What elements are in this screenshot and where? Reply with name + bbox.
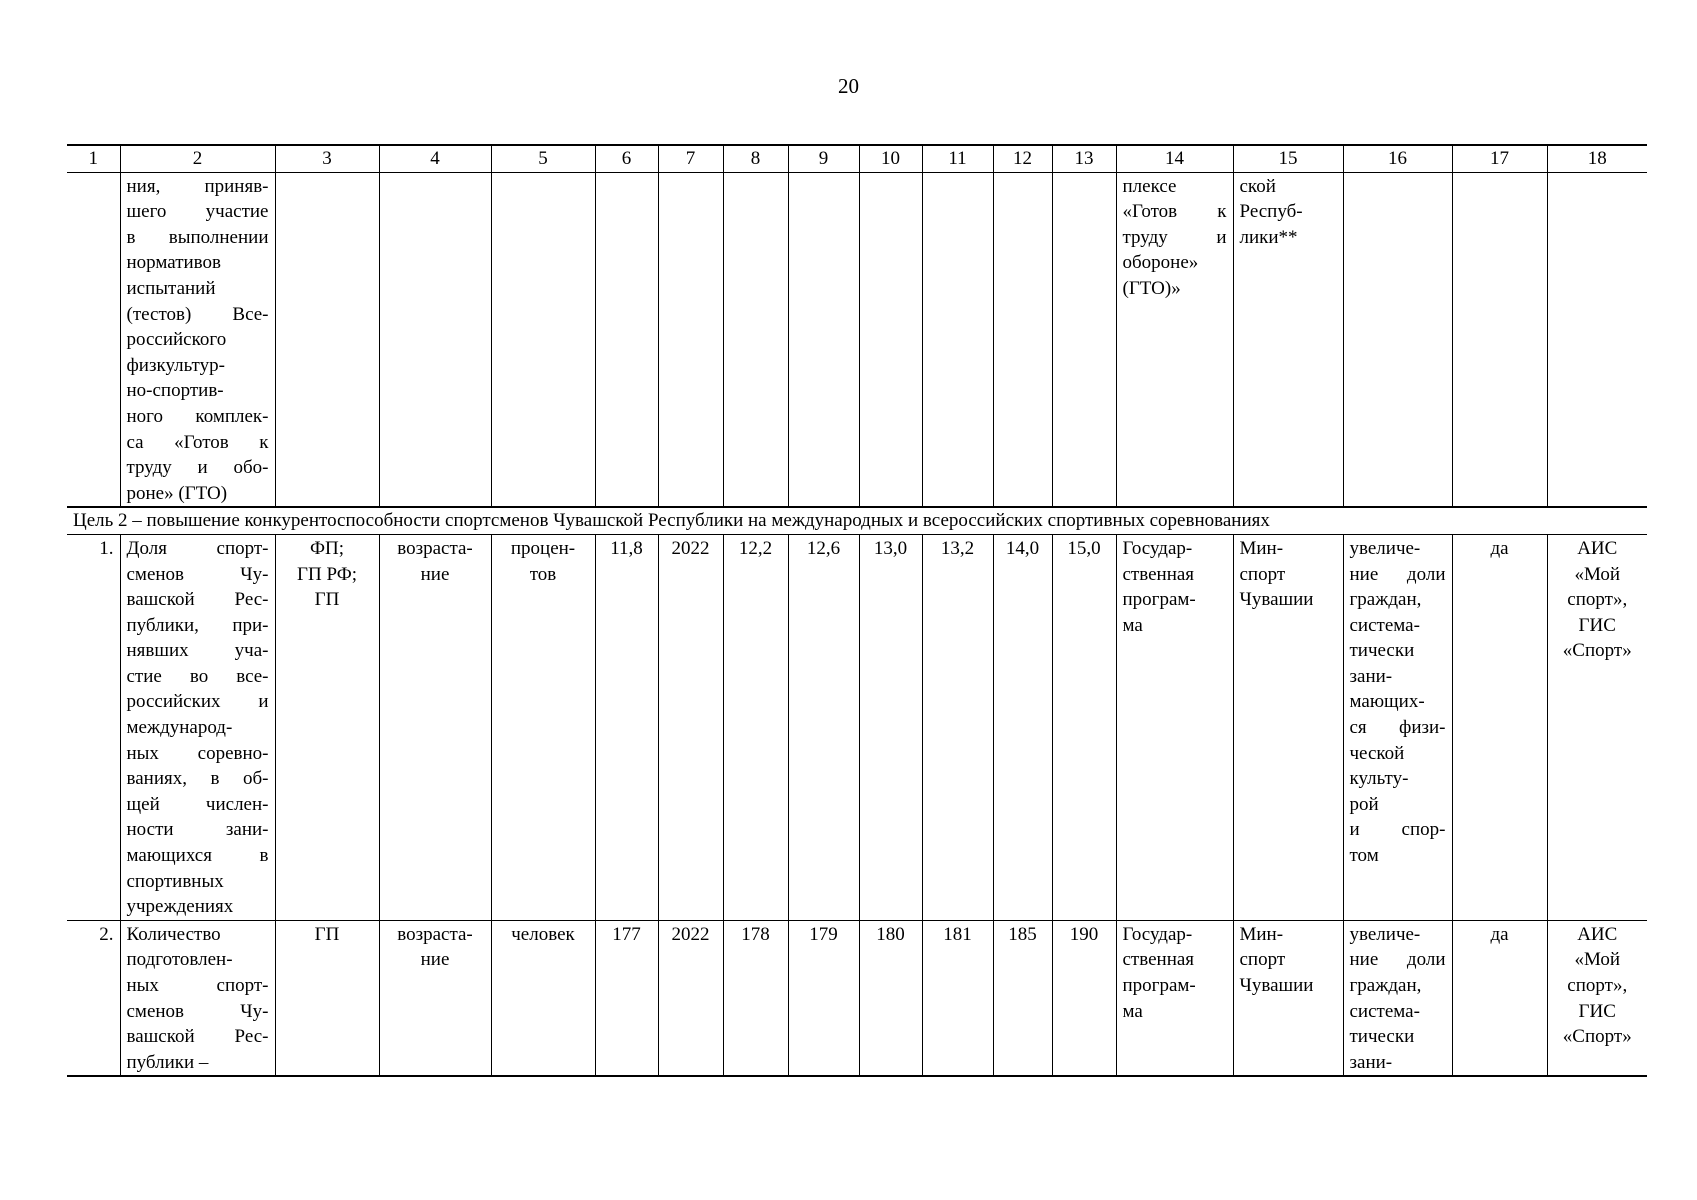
column-number: 4	[379, 145, 491, 172]
column-number: 14	[1116, 145, 1233, 172]
column-number: 10	[859, 145, 922, 172]
cell-line: ния, приняв-	[126, 175, 269, 197]
value-cell: 178	[723, 920, 788, 1076]
level-cell	[275, 920, 379, 1076]
column-number: 6	[595, 145, 658, 172]
cell-line: труду и	[1122, 226, 1227, 248]
cell-line: ФП;	[309, 537, 344, 559]
cell-line: система-	[1349, 614, 1420, 636]
cell-line: са «Готов к	[126, 431, 269, 453]
base-year-cell: 2022	[658, 920, 723, 1076]
empty-cell	[379, 172, 491, 507]
empty-cell	[922, 172, 993, 507]
value-cell: 14,0	[993, 534, 1052, 920]
value-cell: 179	[788, 920, 859, 1076]
level-cell	[275, 534, 379, 920]
cell-line: испытаний	[126, 277, 216, 299]
cell-line: ГИС	[1578, 614, 1616, 636]
column-number: 16	[1343, 145, 1452, 172]
value-cell: 185	[993, 920, 1052, 1076]
cell-line: ственная	[1122, 563, 1195, 585]
indicator-name-cell	[120, 172, 275, 507]
cell-line: шего участие	[126, 201, 269, 223]
cell-line: в выполнении	[126, 226, 269, 248]
cell-line: зани-	[1349, 665, 1393, 687]
source-document-cell	[1116, 534, 1233, 920]
empty-cell	[67, 172, 120, 507]
information-system-cell	[1547, 534, 1647, 920]
cell-line: «Спорт»	[1562, 1026, 1632, 1048]
column-number: 7	[658, 145, 723, 172]
cell-line: програм-	[1122, 589, 1196, 611]
column-number: 18	[1547, 145, 1647, 172]
cell-line: человек	[511, 923, 575, 945]
cell-line: тически	[1349, 1026, 1415, 1048]
cell-line: «Готов к	[1122, 201, 1227, 223]
cell-line: международ-	[126, 717, 233, 739]
cell-line: возраста-	[397, 923, 473, 945]
column-number: 13	[1052, 145, 1116, 172]
base-value-cell: 11,8	[595, 534, 658, 920]
cell-line: стие во все-	[126, 665, 269, 687]
empty-cell	[1343, 172, 1452, 507]
cell-line: «Мой	[1574, 563, 1621, 585]
cell-line: спорт»,	[1567, 975, 1628, 996]
indicators-table	[67, 144, 1647, 1077]
base-year-cell: 2022	[658, 534, 723, 920]
empty-cell	[1452, 172, 1547, 507]
cell-line: спорт	[1239, 949, 1286, 971]
column-number: 1	[67, 145, 120, 172]
cell-line: сменов Чу-	[126, 563, 269, 585]
cell-line: том	[1349, 845, 1379, 867]
cell-line: ма	[1122, 614, 1143, 636]
cell-line: плексе	[1122, 175, 1177, 197]
cell-line: и спор-	[1349, 819, 1446, 841]
cell-line: Количество	[126, 923, 221, 945]
cell-line: ГП	[314, 589, 340, 611]
cell-line: обороне»	[1122, 252, 1199, 274]
cell-line: роне» (ГТО)	[126, 482, 228, 504]
value-cell: 12,6	[788, 534, 859, 920]
cell-line: ГИС	[1578, 1000, 1616, 1022]
goal-text: Цель 2 – повышение конкурентоспособности спортсменов Чувашской Республики на международных и всероссийских спортивных соревнованиях	[73, 510, 1270, 532]
cell-line: ние доли	[1349, 563, 1446, 585]
column-number: 2	[120, 145, 275, 172]
empty-cell	[993, 172, 1052, 507]
empty-cell	[1547, 172, 1647, 507]
trend-cell	[379, 534, 491, 920]
responsible-cell	[1233, 172, 1343, 507]
cell-line: нормативов	[126, 252, 221, 274]
cell-line: Чувашии	[1239, 975, 1314, 996]
row-number: 2.	[67, 920, 120, 1076]
cell-line: (ГТО)»	[1122, 277, 1181, 299]
empty-cell	[491, 172, 595, 507]
column-number: 11	[922, 145, 993, 172]
cell-line: ся физи-	[1349, 717, 1446, 739]
empty-cell	[658, 172, 723, 507]
cell-line: процен-	[510, 537, 576, 559]
cell-line: сменов Чу-	[126, 1000, 269, 1022]
cell-line: Государ-	[1122, 923, 1193, 945]
unit-cell	[491, 534, 595, 920]
cell-line: нявших уча-	[126, 640, 269, 662]
empty-cell	[723, 172, 788, 507]
cell-line: Чувашии	[1239, 589, 1314, 611]
unit-cell	[491, 920, 595, 1076]
linked-indicator-cell	[1343, 920, 1452, 1076]
page-number: 20	[838, 74, 859, 98]
cell-line: труду и обо-	[126, 457, 269, 479]
cell-line: публики, при-	[126, 614, 269, 636]
cell-line: увеличе-	[1349, 537, 1421, 559]
cell-line: публики –	[126, 1051, 209, 1073]
cell-line: «Мой	[1574, 949, 1621, 971]
cell-line: увеличе-	[1349, 923, 1421, 945]
cell-line: ма	[1122, 1000, 1143, 1022]
cell-line: мающих-	[1349, 691, 1425, 713]
cell-line: ных соревно-	[126, 742, 269, 764]
value-cell: 13,0	[859, 534, 922, 920]
value-cell: 13,2	[922, 534, 993, 920]
cell-line: вашской Рес-	[126, 589, 269, 611]
cell-line: учреждениях	[126, 896, 234, 918]
information-system-cell	[1547, 920, 1647, 1076]
indicator-row-2	[67, 920, 1647, 1076]
responsible-cell	[1233, 920, 1343, 1076]
cell-line: зани-	[1349, 1051, 1393, 1073]
flag-cell: да	[1452, 920, 1547, 1076]
cell-line: тов	[529, 563, 557, 585]
cell-line: Мин-	[1239, 923, 1284, 945]
cell-line: лики**	[1239, 226, 1298, 248]
goal-cell	[67, 507, 1647, 534]
column-number: 15	[1233, 145, 1343, 172]
column-number: 17	[1452, 145, 1547, 172]
source-document-cell	[1116, 172, 1233, 507]
value-cell: 180	[859, 920, 922, 1076]
base-value-cell: 177	[595, 920, 658, 1076]
cell-line: ности зани-	[126, 819, 269, 841]
continuation-row	[67, 172, 1647, 507]
cell-line: програм-	[1122, 975, 1196, 996]
cell-line: вашской Рес-	[126, 1026, 269, 1048]
cell-line: ГП РФ;	[297, 563, 357, 585]
goal-row	[67, 507, 1647, 534]
cell-line: тически	[1349, 640, 1415, 662]
cell-line: АИС	[1577, 537, 1618, 559]
cell-line: ние доли	[1349, 949, 1446, 971]
column-number: 3	[275, 145, 379, 172]
cell-line: возраста-	[397, 537, 473, 559]
value-cell: 12,2	[723, 534, 788, 920]
cell-line: «Спорт»	[1562, 640, 1632, 662]
row-number: 1.	[67, 534, 120, 920]
cell-line: Респуб-	[1239, 201, 1303, 223]
cell-line: АИС	[1577, 923, 1618, 945]
source-document-cell	[1116, 920, 1233, 1076]
cell-line: ваниях, в об-	[126, 768, 269, 790]
value-cell: 15,0	[1052, 534, 1116, 920]
indicator-name-cell	[120, 920, 275, 1076]
indicator-name-cell	[120, 534, 275, 920]
empty-cell	[1052, 172, 1116, 507]
cell-line: спорт	[1239, 563, 1286, 585]
value-cell: 190	[1052, 920, 1116, 1076]
cell-line: граждан,	[1349, 975, 1422, 996]
linked-indicator-cell	[1343, 534, 1452, 920]
cell-line: спортивных	[126, 870, 224, 892]
cell-line: российских и	[126, 691, 269, 713]
cell-line: ных спорт-	[126, 975, 269, 996]
column-number: 12	[993, 145, 1052, 172]
cell-line: ственная	[1122, 949, 1195, 971]
cell-line: российского	[126, 329, 227, 351]
cell-line: культу-	[1349, 768, 1409, 790]
cell-line: подготовлен-	[126, 949, 233, 971]
value-cell: 181	[922, 920, 993, 1076]
column-number: 9	[788, 145, 859, 172]
cell-line: ние	[420, 949, 450, 971]
cell-line: Государ-	[1122, 537, 1193, 559]
column-number: 8	[723, 145, 788, 172]
empty-cell	[788, 172, 859, 507]
cell-line: но-спортив-	[126, 380, 224, 402]
column-numbers-row	[67, 145, 1647, 172]
cell-line: ской	[1239, 175, 1276, 197]
cell-line: система-	[1349, 1000, 1420, 1022]
cell-line: щей числен-	[126, 793, 269, 815]
empty-cell	[275, 172, 379, 507]
empty-cell	[595, 172, 658, 507]
cell-line: рой	[1349, 793, 1379, 815]
cell-line: мающихся в	[126, 845, 269, 867]
cell-line: (тестов) Все-	[126, 303, 269, 325]
cell-line: Мин-	[1239, 537, 1284, 559]
empty-cell	[859, 172, 922, 507]
cell-line: ного комплек-	[126, 405, 269, 427]
cell-line: ние	[420, 563, 450, 585]
cell-line: спорт»,	[1567, 589, 1628, 611]
cell-line: ГП	[314, 923, 340, 945]
cell-line: Доля спорт-	[126, 537, 269, 559]
indicator-row-1	[67, 534, 1647, 920]
flag-cell: да	[1452, 534, 1547, 920]
cell-line: граждан,	[1349, 589, 1422, 611]
column-number: 5	[491, 145, 595, 172]
trend-cell	[379, 920, 491, 1076]
cell-line: ческой	[1349, 742, 1405, 764]
responsible-cell	[1233, 534, 1343, 920]
cell-line: физкультур-	[126, 354, 225, 376]
